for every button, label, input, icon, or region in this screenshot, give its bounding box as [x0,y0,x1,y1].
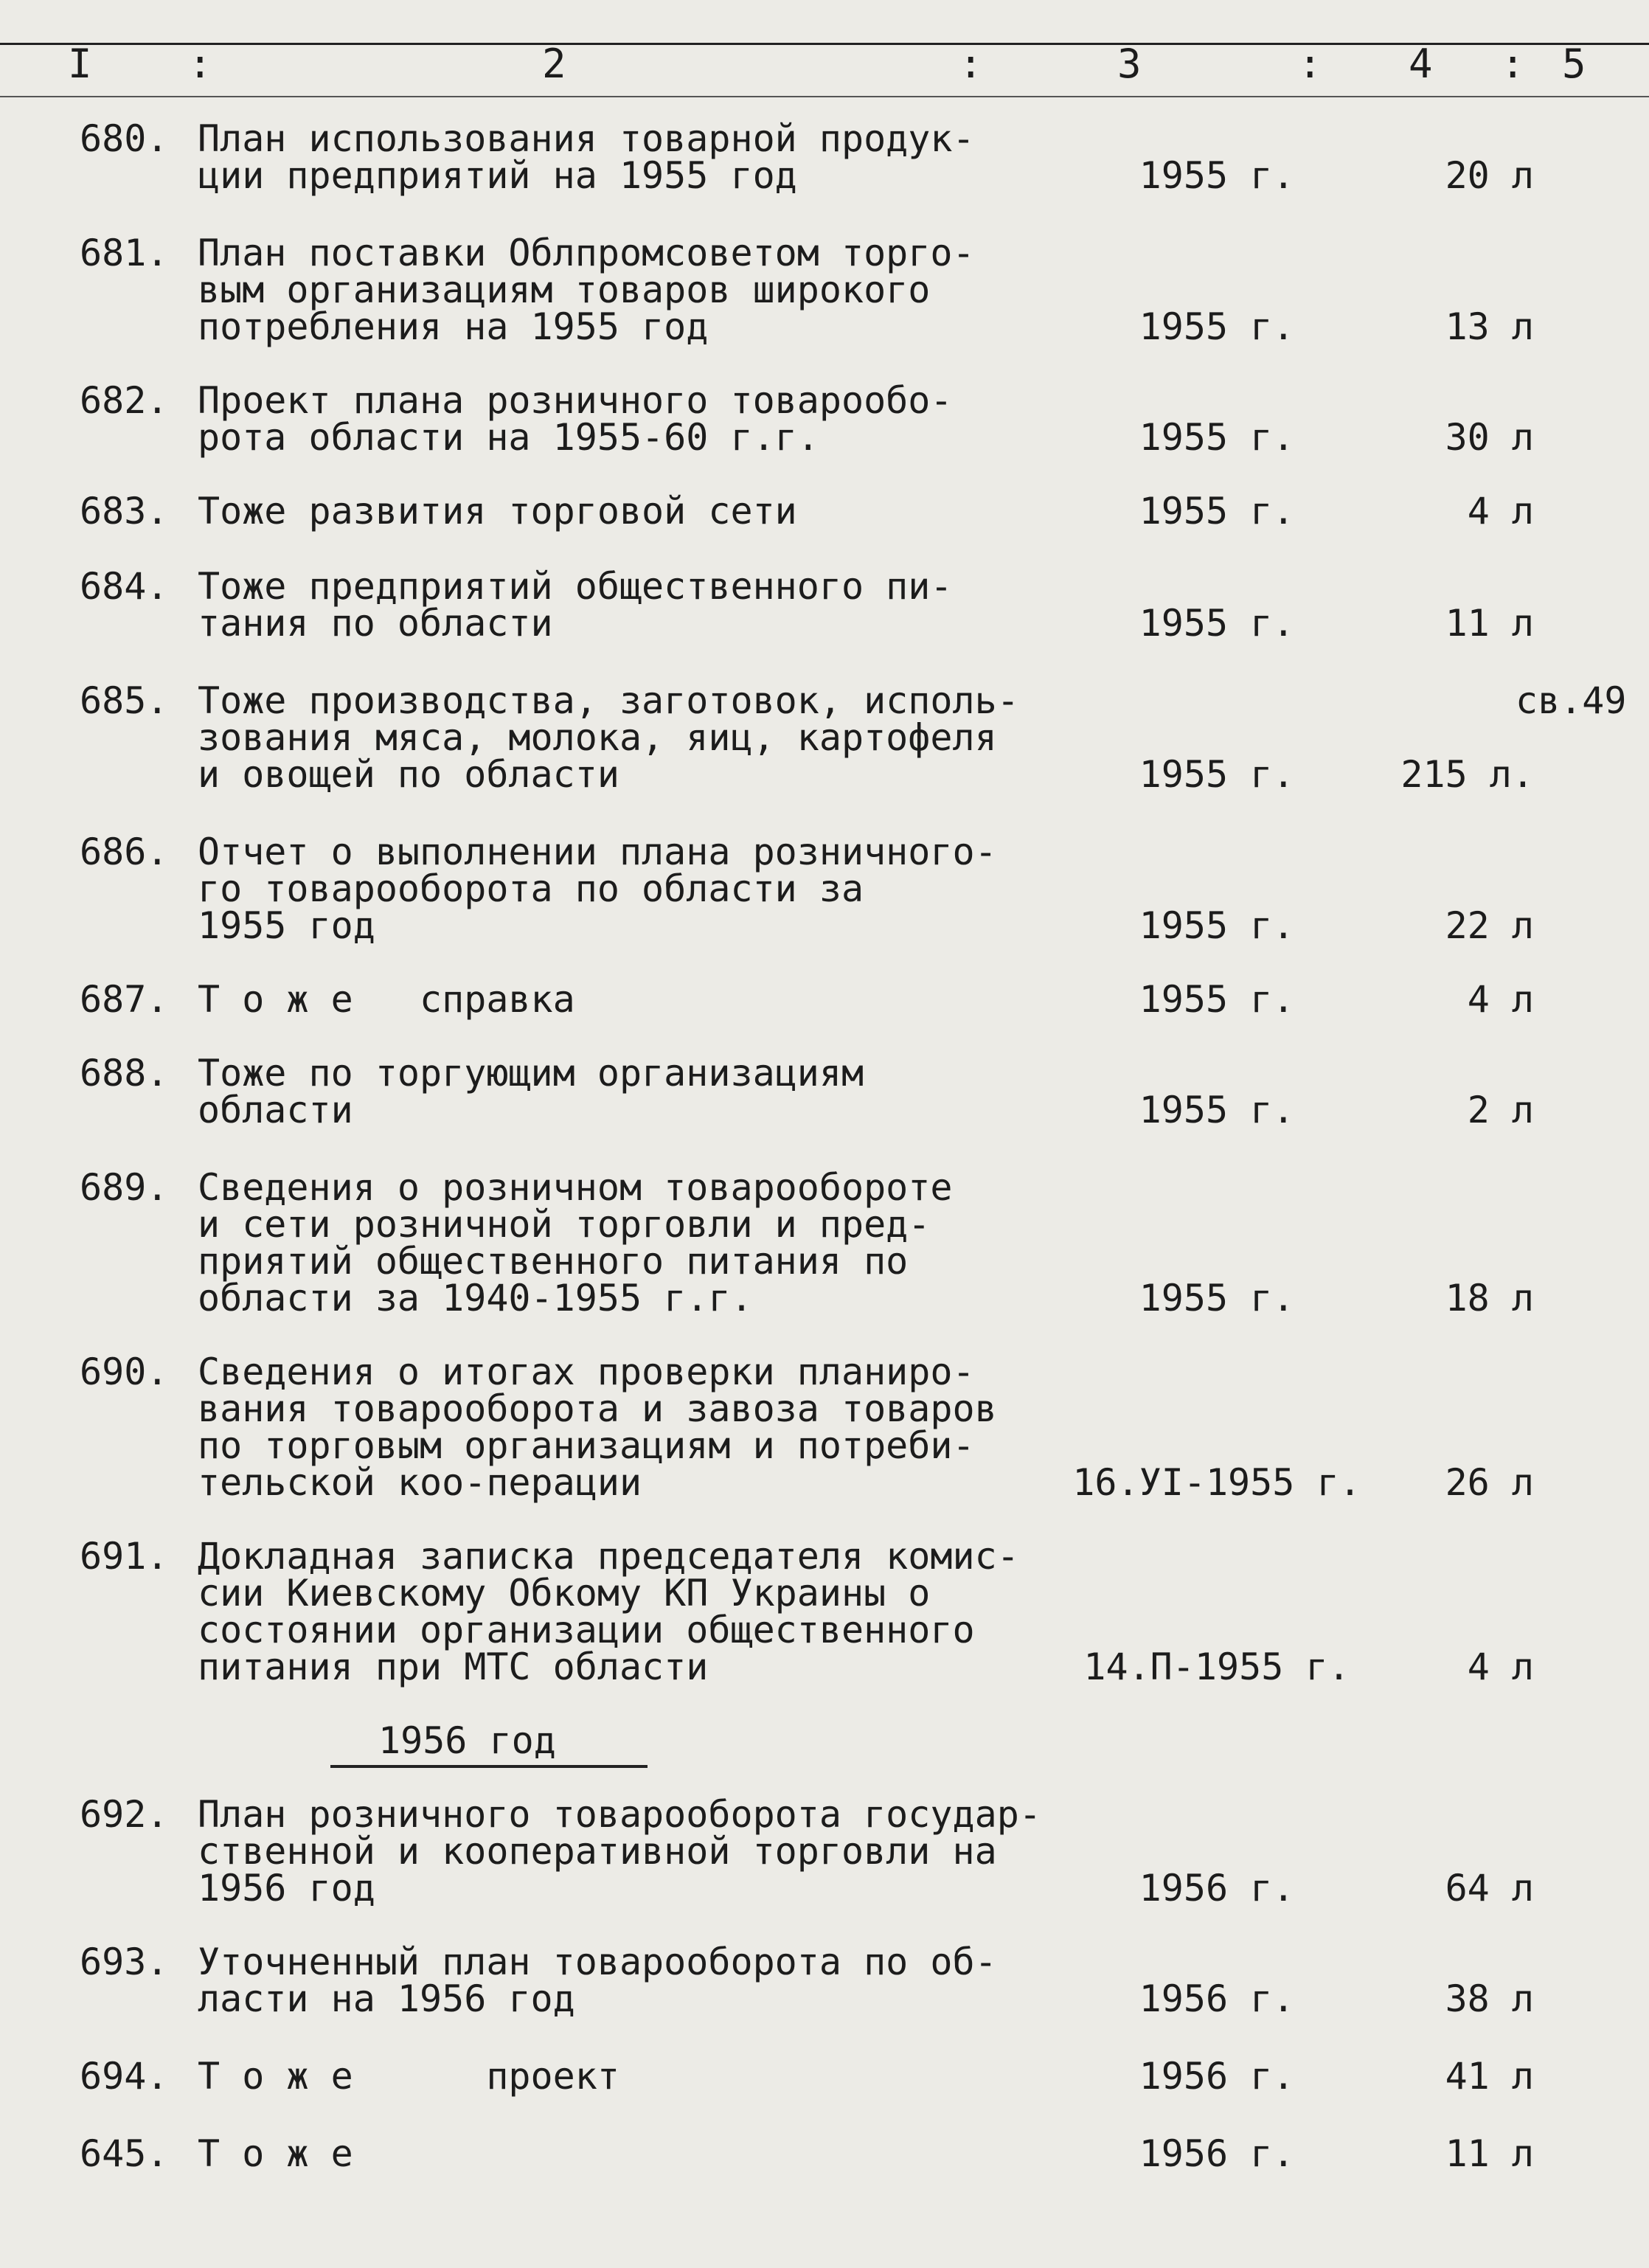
entry-number: 691. [80,1535,169,1578]
description-line: Сведения о итогах проверки планиро- [198,1350,975,1393]
entry-sheet-count: 18 л [1445,1277,1534,1319]
entry-note: св.49 [1516,679,1627,722]
entry-date: 1955 г. [1139,490,1295,533]
entry-number: 690. [80,1350,169,1393]
entry-description [198,1793,1083,1910]
entry-description [198,1535,1083,1688]
entry-date: 14.П-1955 г. [1083,1645,1350,1688]
entry-description [198,2132,1083,2175]
entry-number: 692. [80,1793,169,1836]
description-line: Проект плана розничного товарообо- [198,379,953,422]
entry-number: 682. [80,379,169,422]
column-header-2: 2 [542,41,566,87]
column-header-3: 3 [1117,41,1142,87]
section-title: 1956 год [378,1719,556,1762]
entry-number: 681. [80,232,169,274]
entry-sheet-count: 11 л [1445,602,1534,645]
description-line: состоянии организации общественного [198,1609,975,1651]
description-line: 1956 год [198,1867,375,1910]
description-line: го товарооборота по области за [198,867,864,910]
header-rule [0,96,1649,97]
entry-sheet-count: 13 л [1445,305,1534,348]
entry-sheet-count: 4 л [1467,1645,1534,1688]
description-line: Тоже предприятий общественного пи- [198,565,953,608]
description-line: тания по области [198,602,553,645]
entry-number: 687. [80,978,169,1021]
description-line: сии Киевскому Обкому КП Украины о [198,1572,931,1615]
description-line: и овощей по области [198,753,619,796]
entry-date: 1955 г. [1139,602,1295,645]
description-line: Уточненный план товарооборота по об- [198,1941,997,1983]
description-line: Тоже производства, заготовок, исполь- [198,679,1019,722]
entry-description [198,978,1083,1021]
entry-date: 1956 г. [1139,2132,1295,2175]
column-separator: : [1298,41,1322,87]
entry-sheet-count: 2 л [1467,1089,1534,1131]
entry-date: 1955 г. [1139,416,1295,459]
entry-description [198,679,1083,796]
description-line: ственной и кооперативной торговли на [198,1830,997,1873]
description-line: и сети розничной торговли и пред- [198,1203,931,1246]
description-line: 1955 год [198,904,375,947]
entry-date: 1955 г. [1139,154,1295,197]
column-header-1: I [68,41,92,87]
entry-date: 1956 г. [1139,1977,1295,2020]
entry-description [198,1350,1083,1504]
entry-number: 645. [80,2132,169,2175]
entry-description [198,232,1083,348]
description-line: Т о ж е справка [198,978,575,1021]
entry-sheet-count: 4 л [1467,978,1534,1021]
description-line: области [198,1089,353,1131]
entry-number: 693. [80,1941,169,1983]
entry-date: 1955 г. [1139,904,1295,947]
entry-sheet-count: 11 л [1445,2132,1534,2175]
description-line: приятий общественного питания по [198,1240,909,1283]
description-line: питания при МТС области [198,1645,709,1688]
entry-number: 685. [80,679,169,722]
description-line: вания товарооборота и завоза товаров [198,1387,997,1430]
entry-date: 1955 г. [1139,1089,1295,1131]
column-header-4: 4 [1409,41,1433,87]
description-line: тельской коо-перации [198,1461,642,1504]
description-line: Т о ж е проект [198,2055,619,2098]
entry-description [198,1052,1083,1131]
description-line: План использования товарной продук- [198,117,975,160]
entry-sheet-count: 64 л [1445,1867,1534,1910]
entry-date: 16.УI-1955 г. [1072,1461,1361,1504]
description-line: зования мяса, молока, яиц, картофеля [198,716,997,759]
entry-date: 1955 г. [1139,1277,1295,1319]
description-line: вым организациям товаров широкого [198,268,931,311]
entry-description [198,490,1083,533]
entry-number: 689. [80,1166,169,1209]
entry-description [198,1941,1083,2020]
column-separator: : [1501,41,1525,87]
entry-date: 1955 г. [1139,978,1295,1021]
entry-date: 1956 г. [1139,2055,1295,2098]
entry-sheet-count: 38 л [1445,1977,1534,2020]
description-line: Сведения о розничном товарообороте [198,1166,953,1209]
entry-description [198,1166,1083,1319]
entry-sheet-count: 215 л. [1400,753,1534,796]
entry-number: 680. [80,117,169,160]
description-line: План поставки Облпромсоветом торго- [198,232,975,274]
description-line: Докладная записка председателя комис- [198,1535,1019,1578]
entry-number: 683. [80,490,169,533]
entry-number: 686. [80,830,169,873]
entry-date: 1955 г. [1139,305,1295,348]
entry-sheet-count: 22 л [1445,904,1534,947]
entry-sheet-count: 41 л [1445,2055,1534,2098]
description-line: Тоже развития торговой сети [198,490,797,533]
entry-date: 1955 г. [1139,753,1295,796]
entry-sheet-count: 4 л [1467,490,1534,533]
entry-sheet-count: 30 л [1445,416,1534,459]
column-separator: : [959,41,983,87]
entry-date: 1956 г. [1139,1867,1295,1910]
entry-description [198,2055,1083,2098]
description-line: Отчет о выполнении плана розничного- [198,830,997,873]
description-line: Т о ж е [198,2132,353,2175]
entry-number: 688. [80,1052,169,1095]
column-header-5: 5 [1562,41,1586,87]
entry-description [198,117,1083,197]
column-header-row [0,41,1649,92]
entry-number: 694. [80,2055,169,2098]
column-separator: : [188,41,212,87]
entry-sheet-count: 26 л [1445,1461,1534,1504]
description-line: ции предприятий на 1955 год [198,154,797,197]
section-underline [330,1765,648,1768]
description-line: ласти на 1956 год [198,1977,575,2020]
entry-sheet-count: 20 л [1445,154,1534,197]
entry-description [198,830,1083,947]
entry-description [198,379,1083,459]
description-line: области за 1940-1955 г.г. [198,1277,753,1319]
description-line: План розничного товарооборота государ- [198,1793,1041,1836]
description-line: рота области на 1955-60 г.г. [198,416,819,459]
entry-number: 684. [80,565,169,608]
description-line: по торговым организациям и потреби- [198,1424,975,1467]
entry-description [198,565,1083,645]
description-line: Тоже по торгующим организациям [198,1052,864,1095]
description-line: потребления на 1955 год [198,305,709,348]
